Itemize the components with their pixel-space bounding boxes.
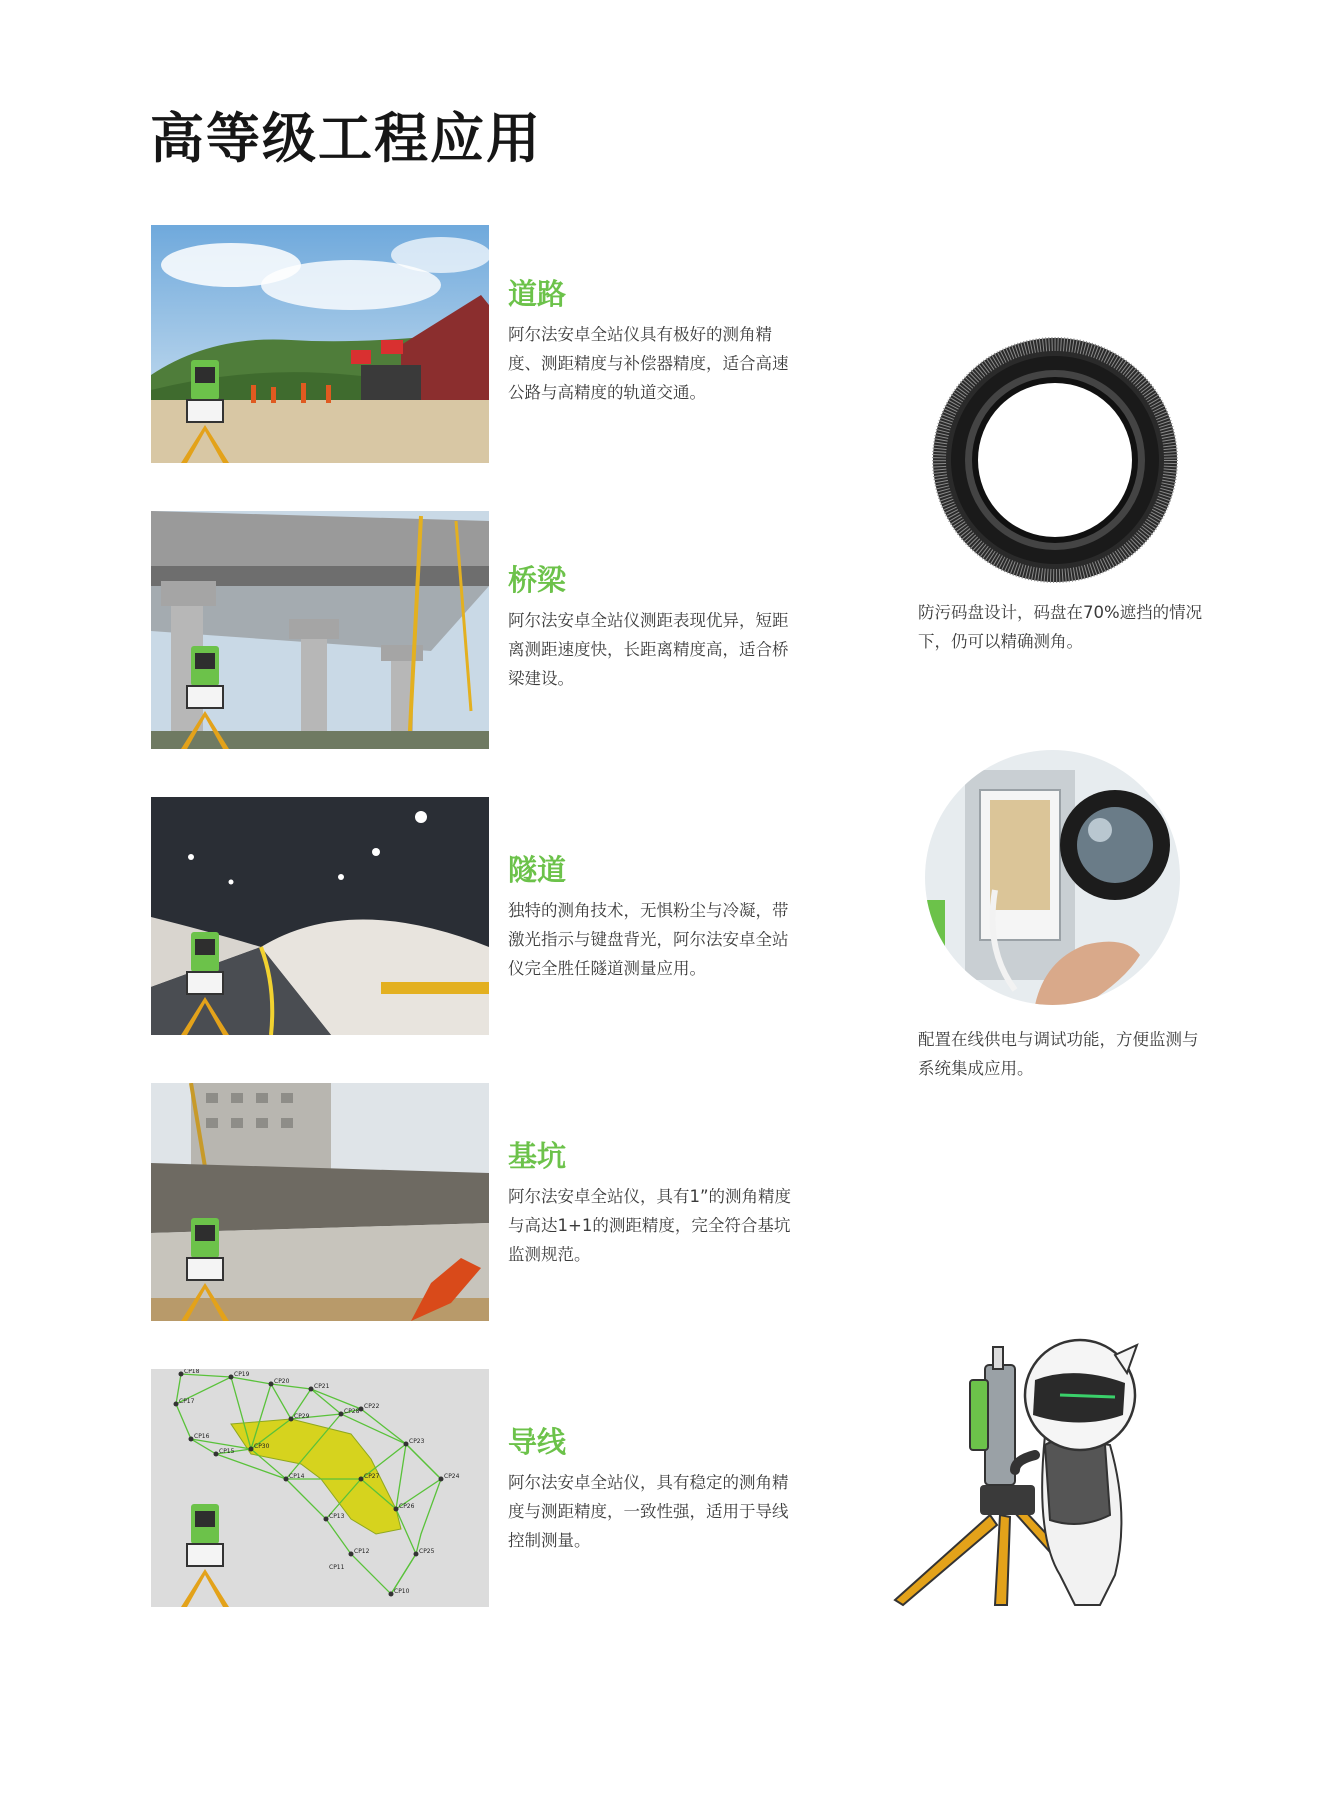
traverse-label: CP11	[329, 1564, 345, 1571]
feature-caption-power-port: 配置在线供电与调试功能，方便监测与系统集成应用。	[918, 1030, 1199, 1078]
traverse-label: CP29	[294, 1413, 310, 1420]
foundation-pit-photo	[151, 1083, 489, 1321]
traverse-label: CP21	[314, 1383, 330, 1390]
traverse-label: CP17	[179, 1398, 195, 1405]
section-desc-road: 阿尔法安卓全站仪具有极好的测角精度、测距精度与补偿器精度，适合高速公路与高精度的轨道交通。	[508, 325, 789, 402]
section-desc-bridge: 阿尔法安卓全站仪测距表现优异，短距离测距速度快，长距离精度高，适合桥梁建设。	[508, 611, 789, 688]
section-desc-foundation-pit: 阿尔法安卓全站仪，具有1”的测角精度与高达1+1的测距精度，完全符合基坑监测规范。	[508, 1187, 792, 1264]
traverse-label: CP24	[444, 1473, 460, 1480]
traverse-label: CP23	[409, 1438, 425, 1445]
traverse-label: CP27	[364, 1473, 380, 1480]
bridge-construction-photo	[151, 511, 489, 749]
traverse-label: CP13	[329, 1513, 345, 1520]
section-title-tunnel: 隧道	[508, 853, 567, 887]
page-title: 高等级工程应用	[150, 107, 542, 170]
traverse-label: CP16	[194, 1433, 210, 1440]
traverse-label: CP30	[254, 1443, 270, 1450]
traverse-label: CP18	[184, 1369, 200, 1375]
section-title-traverse: 导线	[508, 1425, 567, 1459]
power-port-image	[925, 750, 1180, 1005]
section-title-bridge: 桥梁	[508, 563, 567, 597]
mascot-surveyor-illustration	[885, 1335, 1150, 1615]
traverse-label: CP12	[354, 1548, 370, 1555]
code-disc-image	[930, 335, 1180, 585]
traverse-label: CP15	[219, 1448, 235, 1455]
traverse-label: CP19	[234, 1371, 250, 1378]
section-desc-tunnel: 独特的测角技术，无惧粉尘与冷凝，带激光指示与键盘背光，阿尔法安卓全站仪完全胜任隧道测量应用。	[508, 901, 789, 978]
section-title-foundation-pit: 基坑	[508, 1139, 567, 1173]
tunnel-photo	[151, 797, 489, 1035]
traverse-network-diagram	[151, 1369, 489, 1607]
traverse-label: CP22	[364, 1403, 380, 1410]
traverse-label: CP14	[289, 1473, 305, 1480]
section-title-road: 道路	[508, 277, 567, 311]
traverse-label: CP20	[274, 1378, 290, 1385]
traverse-label: CP25	[419, 1548, 435, 1555]
feature-caption-code-disc: 防污码盘设计，码盘在70%遮挡的情况下，仍可以精确测角。	[918, 603, 1203, 651]
traverse-label: CP28	[344, 1408, 360, 1415]
section-desc-traverse: 阿尔法安卓全站仪，具有稳定的测角精度与测距精度，一致性强，适用于导线控制测量。	[508, 1473, 789, 1550]
traverse-label: CP10	[394, 1588, 410, 1595]
traverse-label: CP26	[399, 1503, 415, 1510]
road-construction-photo	[151, 225, 489, 463]
